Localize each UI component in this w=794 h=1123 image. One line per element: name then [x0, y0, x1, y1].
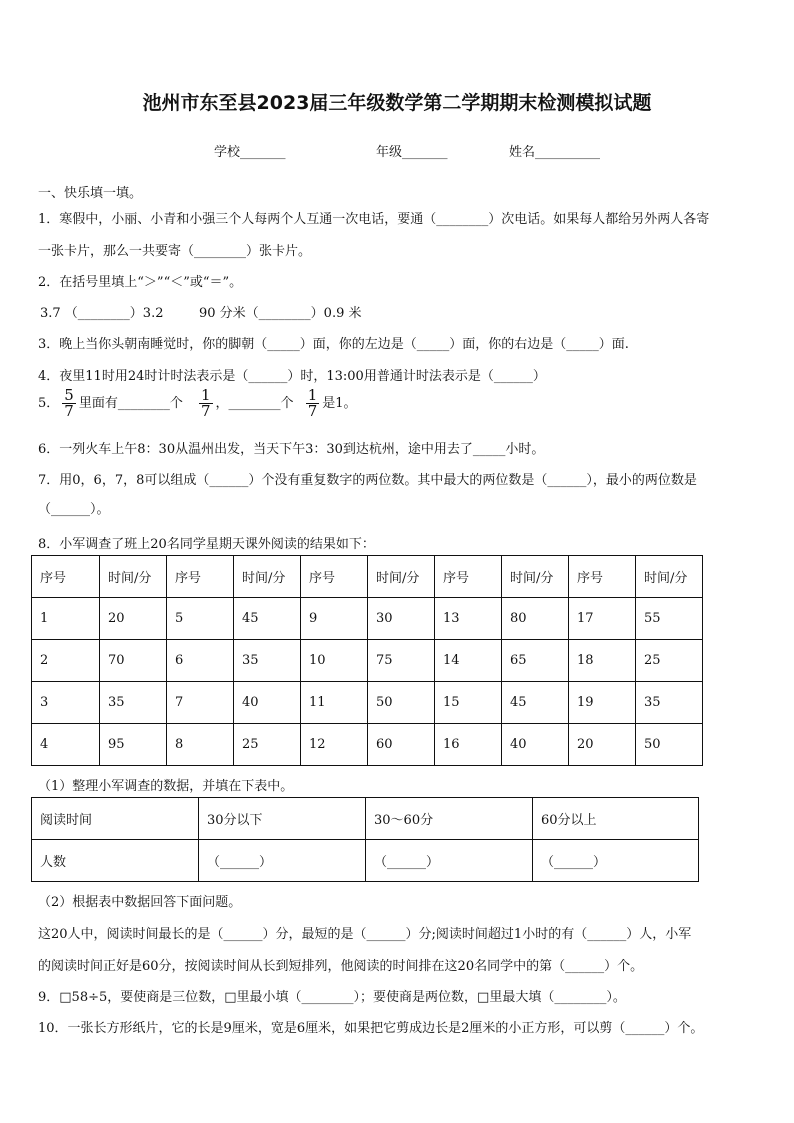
question-1b: 一张卡片，那么一共要寄（________）张卡片。 [38, 244, 312, 259]
table-cell: （______） [366, 840, 533, 882]
table-row [32, 598, 703, 640]
table-cell: 50 [368, 682, 435, 724]
table-cell: 17 [569, 598, 636, 640]
fraction-1-7-a: $\frac{1}{7}$ [200, 386, 211, 420]
table-cell: 45 [234, 598, 301, 640]
q5-suffix: 是1。 [322, 396, 357, 411]
question-7b: （______）。 [38, 502, 110, 517]
table-cell: 序号 [167, 556, 234, 598]
question-2b: 90 分米（________）0.9 米 [199, 306, 362, 321]
table-cell: 25 [636, 640, 703, 682]
table-cell: 阅读时间 [32, 798, 199, 840]
table-cell: 16 [435, 724, 502, 766]
question-10: 10．一张长方形纸片，它的长是9厘米，宽是6厘米，如果把它剪成边长是2厘米的小正方形，可以剪（______）个。 [38, 1021, 704, 1036]
table-header-row [32, 556, 703, 598]
table-row [32, 682, 703, 724]
table-cell: 70 [100, 640, 167, 682]
table-cell: 序号 [301, 556, 368, 598]
table-cell: 35 [100, 682, 167, 724]
table-cell: （______） [199, 840, 366, 882]
table-cell: 19 [569, 682, 636, 724]
table-cell: 序号 [569, 556, 636, 598]
fraction-5-7: $\frac{5}{7}$ [64, 386, 74, 420]
table-cell: 12 [301, 724, 368, 766]
table-cell: 35 [234, 640, 301, 682]
table-cell: 25 [234, 724, 301, 766]
table-cell: 60分以上 [533, 798, 699, 840]
question-9: 9．□58÷5，要使商是三位数，□里最小填（________）；要使商是两位数，□里最大填（________）。 [38, 990, 626, 1005]
table-cell: 20 [100, 598, 167, 640]
table-cell: 时间/分 [234, 556, 301, 598]
page-title: 池州市东至县2023届三年级数学第二学期期末检测模拟试题 [142, 92, 652, 114]
table-cell: 50 [636, 724, 703, 766]
table-header-row [32, 798, 699, 840]
question-2: 2．在括号里填上“＞”“＜”或“＝”。 [38, 275, 243, 290]
table-cell: 序号 [32, 556, 100, 598]
table-cell: 35 [636, 682, 703, 724]
table-cell: 30分以下 [199, 798, 366, 840]
name-field: 姓名__________ [509, 145, 601, 160]
table-cell: 2 [32, 640, 100, 682]
table-cell: 3 [32, 682, 100, 724]
table-cell: 4 [32, 724, 100, 766]
table-cell: 时间/分 [100, 556, 167, 598]
q5-mid2: ，________个 [215, 396, 294, 411]
question-8-1: （1）整理小军调查的数据，并填在下表中。 [38, 779, 294, 794]
survey-table [31, 555, 703, 766]
table-cell: 75 [368, 640, 435, 682]
table-cell: 60 [368, 724, 435, 766]
table-cell: 30～60分 [366, 798, 533, 840]
table-cell: 10 [301, 640, 368, 682]
section-heading: 一、快乐填一填。 [38, 186, 143, 201]
table-cell: 30 [368, 598, 435, 640]
table-cell: 15 [435, 682, 502, 724]
q5-prefix: 5． [38, 396, 60, 411]
table-cell: 55 [636, 598, 703, 640]
question-2a: 3.7 （________）3.2 [40, 306, 164, 321]
table-row [32, 640, 703, 682]
question-5 [38, 388, 357, 419]
table-cell: 5 [167, 598, 234, 640]
table-cell: 65 [502, 640, 569, 682]
table-cell: 14 [435, 640, 502, 682]
summary-table [31, 797, 699, 882]
question-7a: 7．用0，6，7，8可以组成（______）个没有重复数字的两位数。其中最大的两位数是（______），最小的两位数是 [38, 473, 697, 488]
table-cell: 时间/分 [636, 556, 703, 598]
table-cell: 18 [569, 640, 636, 682]
q5-mid1: 里面有________个 [78, 396, 183, 411]
table-cell: 80 [502, 598, 569, 640]
table-cell: 序号 [435, 556, 502, 598]
table-row [32, 724, 703, 766]
table-cell: 45 [502, 682, 569, 724]
table-cell: 13 [435, 598, 502, 640]
fraction-1-7-b: $\frac{1}{7}$ [307, 386, 318, 420]
table-cell: 时间/分 [368, 556, 435, 598]
table-cell: 20 [569, 724, 636, 766]
question-1a: 1．寒假中，小丽、小青和小强三个人每两个人互通一次电话，要通（________）次电话。如果每人都给另外两人各寄 [38, 212, 710, 227]
question-8-2a: 这20人中，阅读时间最长的是（______）分，最短的是（______）分;阅读时间超过1小时的有（______）人，小军 [38, 927, 692, 942]
table-cell: 40 [502, 724, 569, 766]
question-4: 4．夜里11时用24时计时法表示是（______）时，13:00用普通计时法表示是（______） [38, 369, 546, 384]
table-cell: 人数 [32, 840, 199, 882]
grade-field: 年级_______ [376, 145, 448, 160]
table-row [32, 840, 699, 882]
question-3: 3．晚上当你头朝南睡觉时，你的脚朝（_____）面，你的左边是（_____）面，你的右边是（_____）面. [38, 337, 629, 352]
question-8-2b: 的阅读时间正好是60分，按阅读时间从长到短排列，他阅读的时间排在这20名同学中的第（______）个。 [38, 959, 644, 974]
table-cell: 7 [167, 682, 234, 724]
table-cell: 95 [100, 724, 167, 766]
school-field: 学校_______ [214, 145, 286, 160]
table-cell: 40 [234, 682, 301, 724]
table-cell: 8 [167, 724, 234, 766]
question-8: 8．小军调查了班上20名同学星期天课外阅读的结果如下： [38, 537, 375, 552]
question-6: 6．一列火车上午8：30从温州出发，当天下午3：30到达杭州，途中用去了_____小时。 [38, 442, 545, 457]
table-cell: 9 [301, 598, 368, 640]
table-cell: 1 [32, 598, 100, 640]
table-cell: 6 [167, 640, 234, 682]
table-cell: 11 [301, 682, 368, 724]
table-cell: （______） [533, 840, 699, 882]
table-cell: 时间/分 [502, 556, 569, 598]
question-8-2: （2）根据表中数据回答下面问题。 [38, 895, 242, 910]
